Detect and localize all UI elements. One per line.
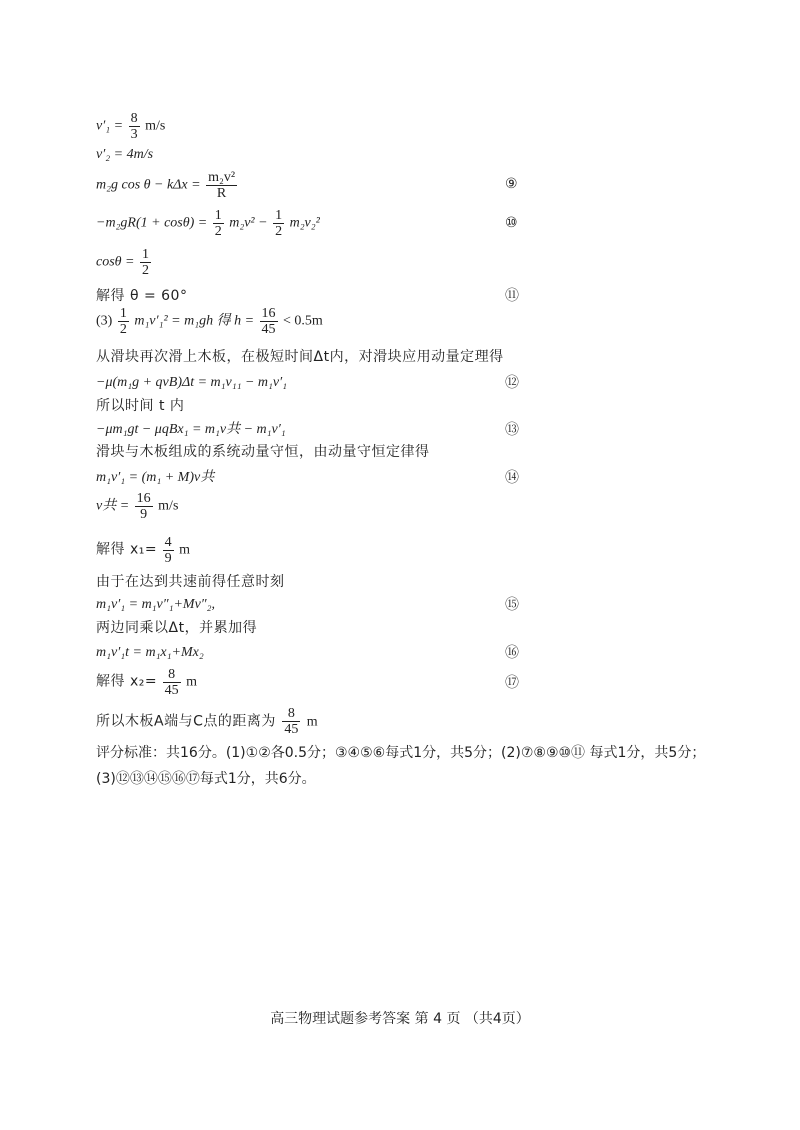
final-distance-fraction xyxy=(282,706,300,737)
x1-fraction xyxy=(163,535,174,566)
equation-12-mark: ⑫ xyxy=(505,375,519,391)
equation-10-f1-denominator: 2 xyxy=(214,224,222,239)
equation-9-numerator: m₂v² xyxy=(208,170,236,185)
x2-lhs: 解得 x₂= xyxy=(96,673,158,690)
x2-numerator: 8 xyxy=(168,667,176,682)
v1-prime-line xyxy=(96,111,165,142)
equation-14-mark: ⑭ xyxy=(505,470,519,486)
equation-10-middle: m₂v² − xyxy=(229,215,268,231)
equation-10-f2-denominator: 2 xyxy=(275,224,283,239)
x1-unit: m xyxy=(179,542,190,558)
final-distance-unit: m xyxy=(306,714,318,730)
v1-prime-lhs: v′₁ = xyxy=(96,118,124,134)
x1-numerator: 4 xyxy=(164,535,172,550)
x2-denominator: 45 xyxy=(164,683,179,698)
v1-prime-unit: m/s xyxy=(145,118,166,134)
v2-prime-line: v′₂ = 4m/s xyxy=(96,147,154,162)
final-distance-numerator: 8 xyxy=(287,706,295,721)
part-3-line xyxy=(96,306,323,337)
equation-11-mark: ⑪ xyxy=(505,288,519,304)
text-time: 所以时间 t 内 xyxy=(96,398,185,414)
equation-9-denominator: R xyxy=(206,185,237,201)
part-3-half-numerator: 1 xyxy=(119,306,127,321)
equation-14: m₁v′₁ = (m₁ + M)v共 xyxy=(96,470,215,485)
equation-13: −μm₁gt − μqBx₁ = m₁v共 − m₁v′₁ xyxy=(96,422,286,437)
equation-9-mark: ⑨ xyxy=(505,176,518,192)
v-common-lhs: v共 = xyxy=(96,498,130,514)
final-distance-denominator: 45 xyxy=(284,722,299,737)
equation-10 xyxy=(96,208,320,239)
part-3-h-fraction xyxy=(260,306,278,337)
text-before-common: 由于在达到共速前得任意时刻 xyxy=(96,574,285,590)
page-footer: 高三物理试题参考答案 第 4 页 （共4页） xyxy=(270,1011,530,1027)
part-3-h-numerator: 16 xyxy=(261,306,276,321)
equation-17-mark: ⑰ xyxy=(505,675,519,691)
equation-10-mark: ⑩ xyxy=(505,215,518,231)
equation-15: m₁v′₁ = m₁v″₁+Mv″₂, xyxy=(96,597,215,612)
equation-12: −μ(m₁g + qvB)Δt = m₁v₁₁ − m₁v′₁ xyxy=(96,375,288,390)
x2-line xyxy=(96,667,197,698)
v-common-denominator: 9 xyxy=(135,506,153,522)
equation-10-lhs: −m₂gR(1 + cosθ) = xyxy=(96,215,208,231)
final-distance-line xyxy=(96,706,318,737)
equation-16-mark: ⑯ xyxy=(505,645,519,661)
part-3-fraction-half xyxy=(118,306,129,337)
equation-10-f2-numerator: 1 xyxy=(275,208,283,223)
equation-10-fraction-2 xyxy=(273,208,284,239)
final-distance-text: 所以木板A端与C点的距离为 xyxy=(96,713,276,730)
cos-theta-numerator: 1 xyxy=(142,247,149,262)
text-slide: 从滑块再次滑上木板，在极短时间Δt内，对滑块应用动量定理得 xyxy=(96,349,504,365)
cos-theta-line xyxy=(96,247,153,278)
v-common-numerator: 16 xyxy=(136,491,151,506)
x1-line xyxy=(96,535,190,566)
v-common-unit: m/s xyxy=(158,498,179,514)
part-3-h-denominator: 45 xyxy=(261,322,276,337)
text-multiply: 两边同乘以Δt，并累加得 xyxy=(96,620,258,636)
x1-lhs: 解得 x₁= xyxy=(96,541,158,558)
equation-10-tail: m₂v₂² xyxy=(289,215,320,231)
cos-theta-fraction xyxy=(140,247,151,278)
equation-9 xyxy=(96,170,239,201)
cos-theta-denominator: 2 xyxy=(142,263,149,278)
equation-10-f1-numerator: 1 xyxy=(214,208,222,223)
x2-fraction xyxy=(163,667,181,698)
scoring-standard: 评分标准：共16分。(1)①②各0.5分；③④⑤⑥每式1分，共5分；(2)⑦⑧⑨⑩⑪ 每式1分，共5分；(3)⑫⑬⑭⑮⑯⑰每式1分，共6分。 xyxy=(96,745,706,787)
part-3-prefix: (3) xyxy=(96,313,113,329)
equation-16: m₁v′₁t = m₁x₁+Mx₂ xyxy=(96,645,204,660)
part-3-half-denominator: 2 xyxy=(119,322,127,337)
solve-theta-line: 解得 θ = 60° xyxy=(96,288,188,304)
v1-prime-fraction xyxy=(129,111,140,142)
equation-10-fraction-1 xyxy=(213,208,224,239)
equation-13-mark: ⑬ xyxy=(505,422,519,438)
cos-theta-lhs: cosθ = xyxy=(96,254,135,270)
x2-unit: m xyxy=(186,674,197,690)
text-momentum: 滑块与木板组成的系统动量守恒，由动量守恒定律得 xyxy=(96,444,430,460)
v-common-line xyxy=(96,491,178,522)
part-3-middle: m₁v′₁² = m₁gh 得 h = xyxy=(134,313,255,329)
v-common-fraction xyxy=(135,491,153,522)
x1-denominator: 9 xyxy=(164,551,172,566)
v1-prime-numerator: 8 xyxy=(130,111,138,126)
equation-9-lhs: m₂g cos θ − kΔx = xyxy=(96,177,201,193)
equation-15-mark: ⑮ xyxy=(505,597,519,613)
v1-prime-denominator: 3 xyxy=(130,127,138,142)
part-3-tail: < 0.5m xyxy=(283,313,323,329)
equation-9-fraction xyxy=(206,170,237,201)
